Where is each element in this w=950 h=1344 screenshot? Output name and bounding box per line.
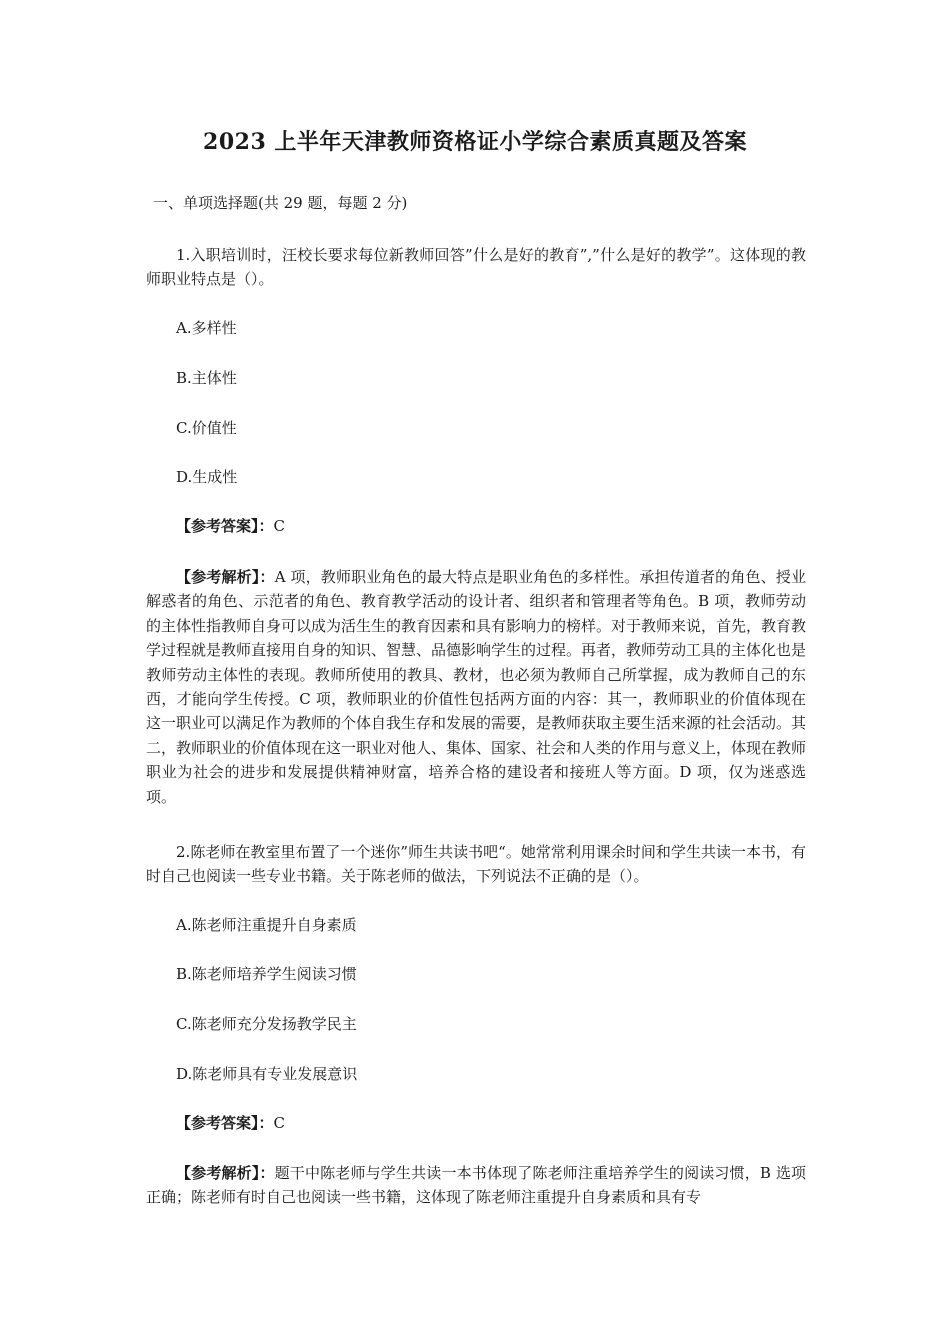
answer-label: 【参考答案】： <box>176 517 274 535</box>
question-2-answer <box>176 1111 285 1135</box>
section-heading: 一、单项选择题(共 29 题，每题 2 分) <box>153 194 408 212</box>
analysis-text: 题干中陈老师与学生共读一本书体现了陈老师注重培养学生的阅读习惯，B 选项正确；陈老师有时自己也阅读一些书籍，这体现了陈老师注重提升自身素质和具有专 <box>146 1164 806 1207</box>
question-1-option-c: C.价值性 <box>176 419 237 437</box>
analysis-text: A 项，教师职业角色的最大特点是职业角色的多样性。承担传道者的角色、授业解惑者的角色、示范者的角色、教育教学活动的设计者、组织者和管理者等角色。B 项，教师劳动的主体性指教师自身可以成为活生生的教育因素和具有影响力的榜样。对于教师来说，首先，教育教学过程就是教师直接用自身的知识、智慧、品德影响学生的过程。再者，教师劳动工具的主体化也是教师劳动主体性的表现。教师所使用的教具、教材，也必须为教师自己所掌握，成为教师自己的东西，才能向学生传授。C 项，教师职业的价值性包括两方面的内容：其一，教师职业的价值体现在这一职业可以满足作为教师的个体自我生存和发展的需要，是教师获取主要生活来源的社会活动。其二，教师职业的价值体现在这一职业对他人、集体、国家、社会和人类的作用与意义上，体现在教师职业为社会的进步和发展提供精神财富，培养合格的建设者和接班人等方面。D 项，仅为迷惑选项。 <box>146 568 807 806</box>
question-1-option-d: D.生成性 <box>176 468 238 486</box>
question-1-option-a: A.多样性 <box>176 319 237 337</box>
document-title: 2023 上半年天津教师资格证小学综合素质真题及答案 <box>203 129 747 155</box>
answer-value: C <box>273 1114 285 1132</box>
question-2-option-c: C.陈老师充分发扬教学民主 <box>176 1015 357 1033</box>
answer-label: 【参考答案】： <box>176 1114 274 1132</box>
question-2-option-a: A.陈老师注重提升自身素质 <box>176 916 357 934</box>
question-2-option-d: D.陈老师具有专业发展意识 <box>176 1065 358 1083</box>
analysis-label: 【参考解析】： <box>176 1164 275 1182</box>
question-1-option-b: B.主体性 <box>176 369 237 387</box>
question-2-stem: 2.陈老师在教室里布置了一个迷你”师生共读书吧“。她常常利用课余时间和学生共读一本书，有时自己也阅读一些专业书籍。关于陈老师的做法，下列说法不正确的是（）。 <box>146 843 806 886</box>
analysis-label: 【参考解析】： <box>176 568 275 586</box>
question-1-answer <box>176 514 285 538</box>
answer-value: C <box>273 517 285 535</box>
question-2-option-b: B.陈老师培养学生阅读习惯 <box>176 965 357 983</box>
question-1-stem: 1.入职培训时，汪校长要求每位新教师回答”什么是好的教育”,”什么是好的教学”。这体现的教师职业特点是（）。 <box>146 246 806 289</box>
question-1-analysis <box>146 565 806 809</box>
question-2-analysis <box>146 1161 806 1210</box>
